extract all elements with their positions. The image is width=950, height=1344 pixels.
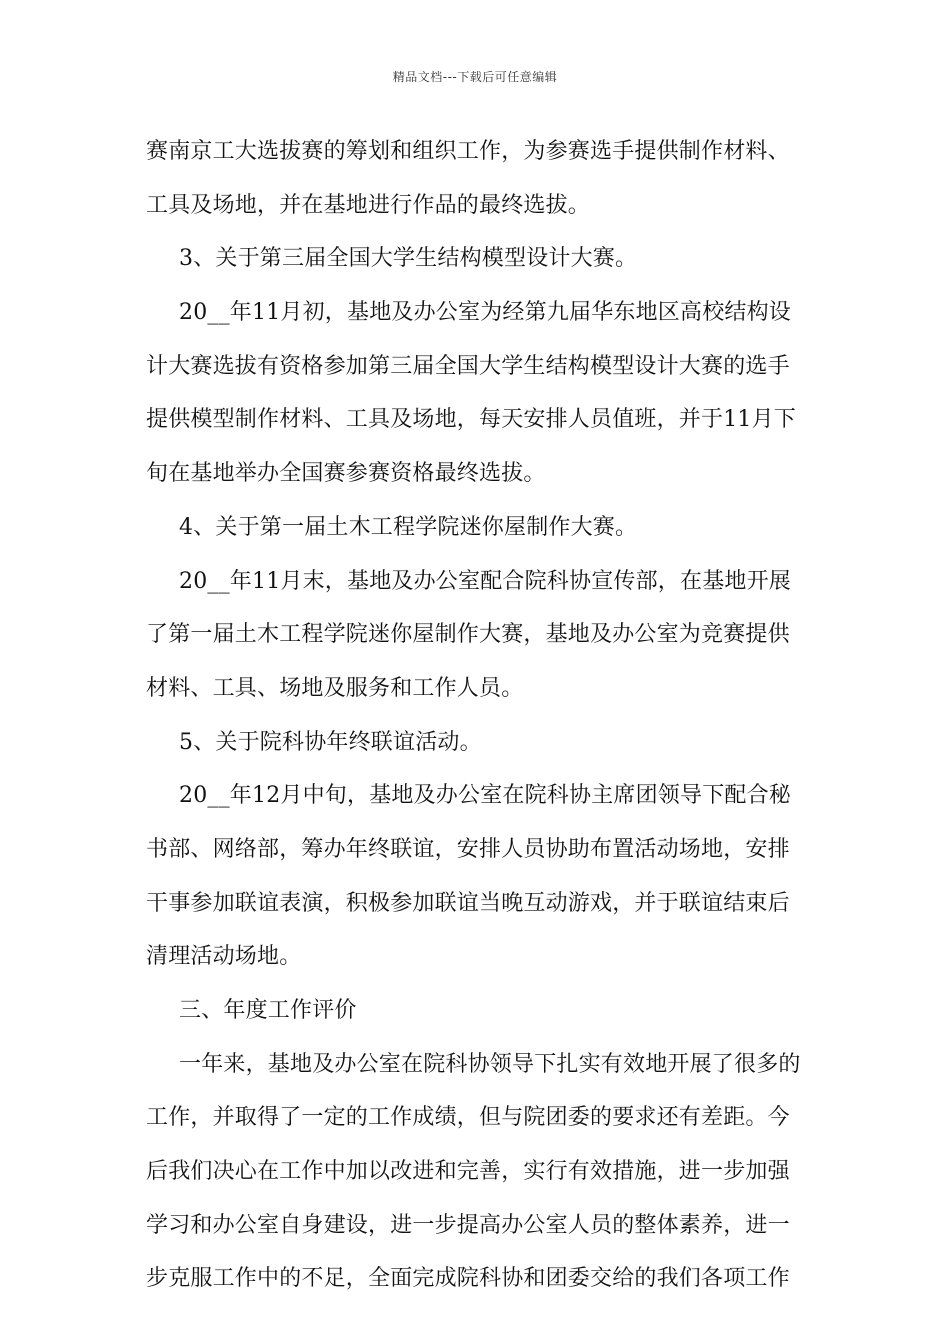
text-line: 后我们决心在工作中加以改进和完善，实行有效措施，进一步加强 — [146, 1159, 790, 1185]
text-line: 材料、工具、场地及服务和工作人员。 — [146, 675, 524, 701]
text-line: 一年来，基地及办公室在院科协领导下扎实有效地开展了很多的 — [179, 1051, 801, 1077]
text-line: 干事参加联谊表演，积极参加联谊当晚互动游戏，并于联谊结束后 — [146, 890, 790, 916]
text-line: 工作，并取得了一定的工作成绩，但与院团委的要求还有差距。今 — [146, 1105, 790, 1131]
text-line: 清理活动场地。 — [146, 944, 302, 970]
text-line: 了第一届土木工程学院迷你屋制作大赛，基地及办公室为竞赛提供 — [146, 622, 790, 648]
section-heading: 4、关于第一届土木工程学院迷你屋制作大赛。 — [179, 514, 638, 540]
text-line: 步克服工作中的不足，全面完成院科协和团委交给的我们各项工作 — [146, 1266, 790, 1292]
section-heading: 3、关于第三届全国大学生结构模型设计大赛。 — [179, 246, 638, 272]
page-header: 精品文档---下载后可任意编辑 — [392, 70, 558, 84]
text-line: 工具及场地，并在基地进行作品的最终选拔。 — [146, 192, 591, 218]
section-heading: 5、关于院科协年终联谊活动。 — [179, 729, 482, 755]
text-line: 学习和办公室自身建设，进一步提高办公室人员的整体素养，进一 — [146, 1212, 790, 1238]
text-line: 20__年11月末，基地及办公室配合院科协宣传部，在基地开展 — [179, 568, 791, 594]
text-line: 提供模型制作材料、工具及场地，每天安排人员值班，并于11月下 — [146, 407, 796, 433]
text-line: 赛南京工大选拔赛的筹划和组织工作，为参赛选手提供制作材料、 — [146, 139, 790, 164]
text-line: 20__年12月中旬，基地及办公室在院科协主席团领导下配合秘 — [179, 783, 791, 809]
text-line: 旬在基地举办全国赛参赛资格最终选拔。 — [146, 461, 546, 487]
text-line: 计大赛选拔有资格参加第三届全国大学生结构模型设计大赛的选手 — [146, 353, 790, 379]
text-line: 书部、网络部，筹办年终联谊，安排人员协助布置活动场地，安排 — [146, 836, 790, 862]
text-line: 20__年11月初，基地及办公室为经第九届华东地区高校结构设 — [179, 300, 791, 326]
document-body — [146, 125, 810, 1306]
section-heading: 三、年度工作评价 — [179, 998, 357, 1023]
